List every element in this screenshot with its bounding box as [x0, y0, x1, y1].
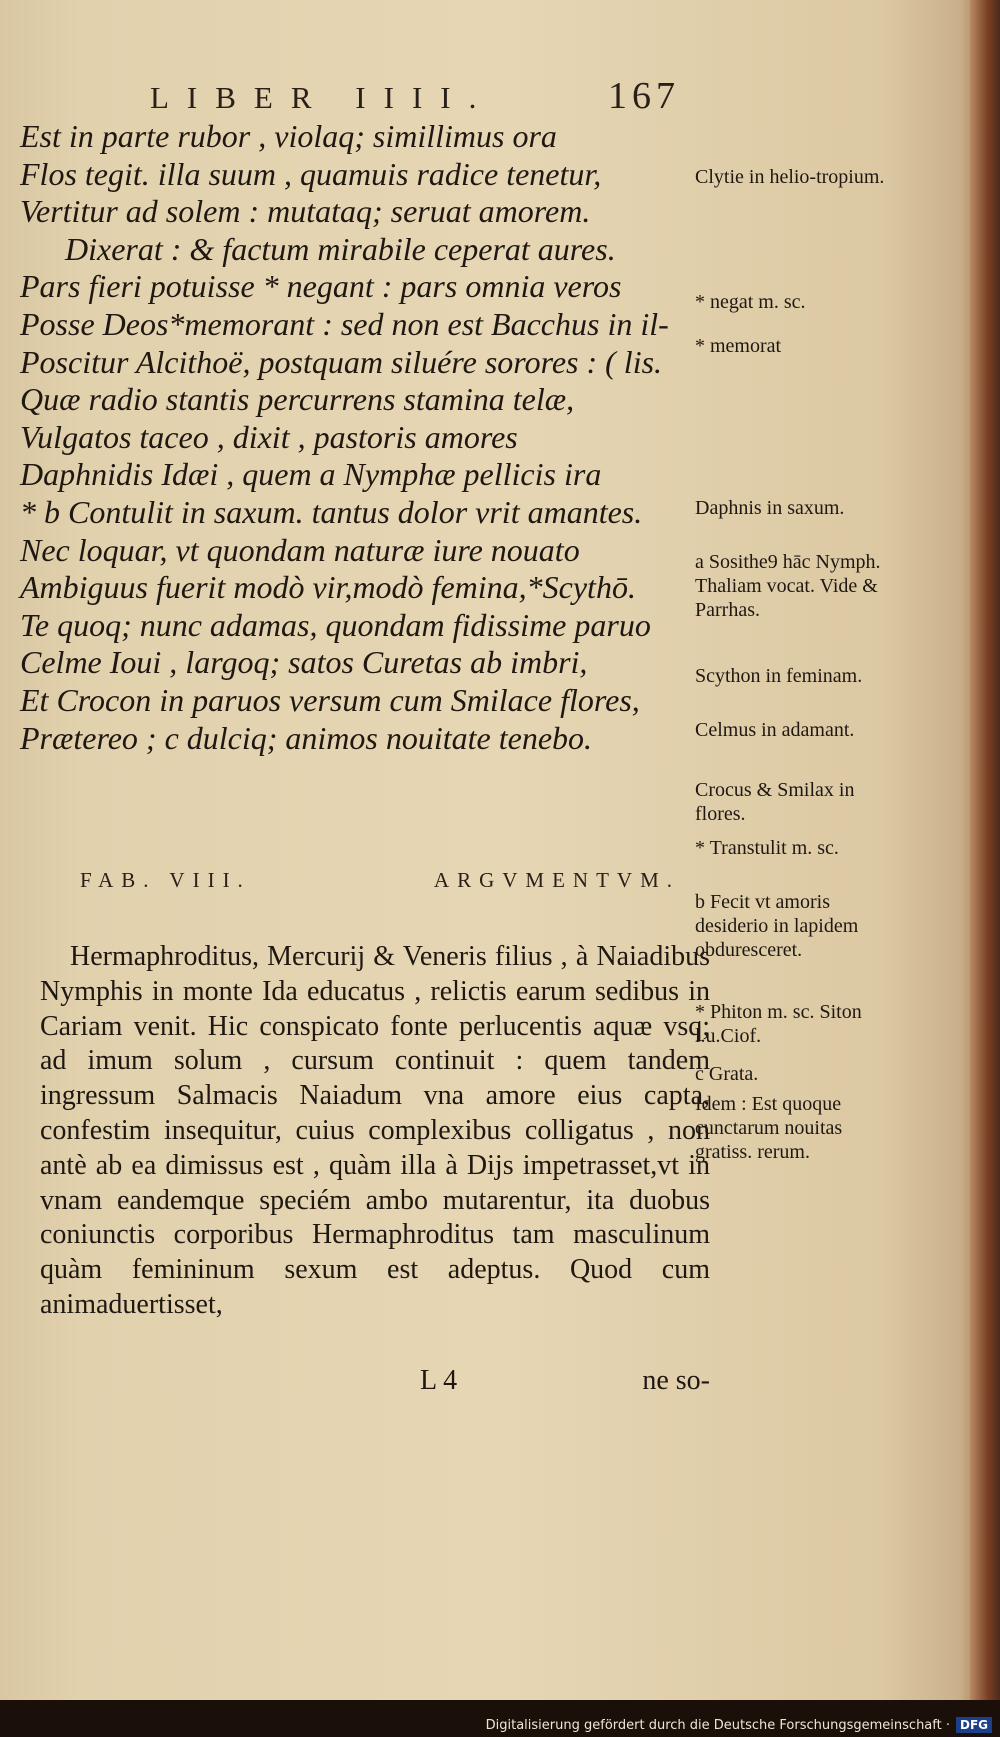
verse-line: Posse Deos*memorant : sed non est Bacchus in il- [20, 305, 669, 342]
page-number: 167 [608, 75, 680, 117]
verse-line: Quæ radio stantis percurrens stamina telæ, [20, 381, 575, 418]
book-edge [970, 0, 1000, 1700]
margin-note: Celmus in adamant. [695, 719, 855, 741]
page-signature [420, 1365, 710, 1397]
fable-heading [80, 868, 680, 893]
catchword: ne so- [642, 1365, 710, 1396]
verse-line: Prætereo ; c dulciq; animos nouitate tenebo. [20, 719, 593, 756]
running-title: LIBER IIII. [150, 80, 495, 115]
verse-line: Nec loquar, vt quondam naturæ iure nouato [20, 531, 580, 568]
margin-note: b Fecit vt amoris desiderio in lapidem obduresceret. [695, 891, 859, 961]
verse-line: Et Crocon in paruos versum cum Smilace flores, [20, 681, 640, 718]
margin-note: * Transtulit m. sc. [695, 837, 839, 859]
verse-line: Te quoq; nunc adamas, quondam fidissime paruo [20, 606, 651, 643]
argumentum-label: ARGVMENTVM. [433, 868, 680, 892]
running-header [150, 74, 680, 118]
margin-note: Daphnis in saxum. [695, 497, 845, 519]
verse-line: Pars fieri potuisse * negant : pars omnia veros [20, 268, 622, 305]
margin-note: * memorat [695, 335, 782, 357]
verse-line: Vulgatos taceo , dixit , pastoris amores [20, 418, 518, 455]
fable-number: FAB. VIII. [80, 868, 251, 892]
margin-note: Scython in feminam. [695, 665, 863, 687]
dfg-logo: DFG [956, 1717, 992, 1733]
verse-line: Poscitur Alcithoë, postquam siluére sorores : ( lis. [20, 343, 663, 380]
margin-note: * negat m. sc. [695, 291, 806, 313]
argument-paragraph [40, 940, 710, 1323]
argument-text: Hermaphroditus, Mercurij & Veneris filius , à Naiadibus Nymphis in monte Ida educatus , relictis earum sedibus in Cariam venit. Hic conspicato fonte perlucentis aquæ vsq; ad imum solum , cursum continuit : quem tandem ingressum Salmacis Naiadum vna amore eius capta, confestim insequitur, cuius complexibus colligatus , non antè ab ea dimissus est , quàm illa à Dijs impetrasset,vt in vnam eandemque speciém ambo mutarentur, ita duobus coniunctis corporibus Hermaphroditus tam masculinum quàm femininum sexum est adeptus. Quod cum animaduertisset, [40, 941, 710, 1320]
margin-note: a Sosithe9 hāc Nymph. Thaliam vocat. Vide & Parrhas. [695, 551, 881, 621]
credit-text: Digitalisierung gefördert durch die Deutsche Forschungsgemeinschaft · [485, 1717, 950, 1733]
verse-line: Ambiguus fuerit modò vir,modò femina,*Scythō. [20, 569, 636, 606]
signature-mark: L 4 [420, 1365, 458, 1396]
verse-line: Daphnidis Idæi , quem a Nymphæ pellicis ira [20, 456, 602, 493]
margin-note: Clytie in helio-tropium. [695, 166, 885, 188]
margin-note: Crocus & Smilax in flores. [695, 779, 855, 825]
digitization-credit [486, 1717, 992, 1733]
verse-line: * b Contulit in saxum. tantus dolor vrit amantes. [20, 493, 643, 530]
verse-line: Est in parte rubor , violaq; simillimus ora [20, 118, 557, 154]
margin-note: Idem : Est quoque cunctarum nouitas gratiss. rerum. [695, 1093, 843, 1163]
verse-line: Flos tegit. illa suum , quamuis radice tenetur, [20, 155, 602, 192]
margin-note: c Grata. [695, 1063, 759, 1085]
verse-line: Celme Ioui , largoq; satos Curetas ab imbri, [20, 644, 588, 681]
verse-block [20, 118, 710, 757]
margin-note: * Phiton m. sc. Siton l.u.Ciof. [695, 1001, 862, 1047]
verse-line: Dixerat : & factum mirabile ceperat aures. [65, 230, 616, 267]
verse-line: Vertitur ad solem : mutataq; seruat amorem. [20, 193, 591, 230]
